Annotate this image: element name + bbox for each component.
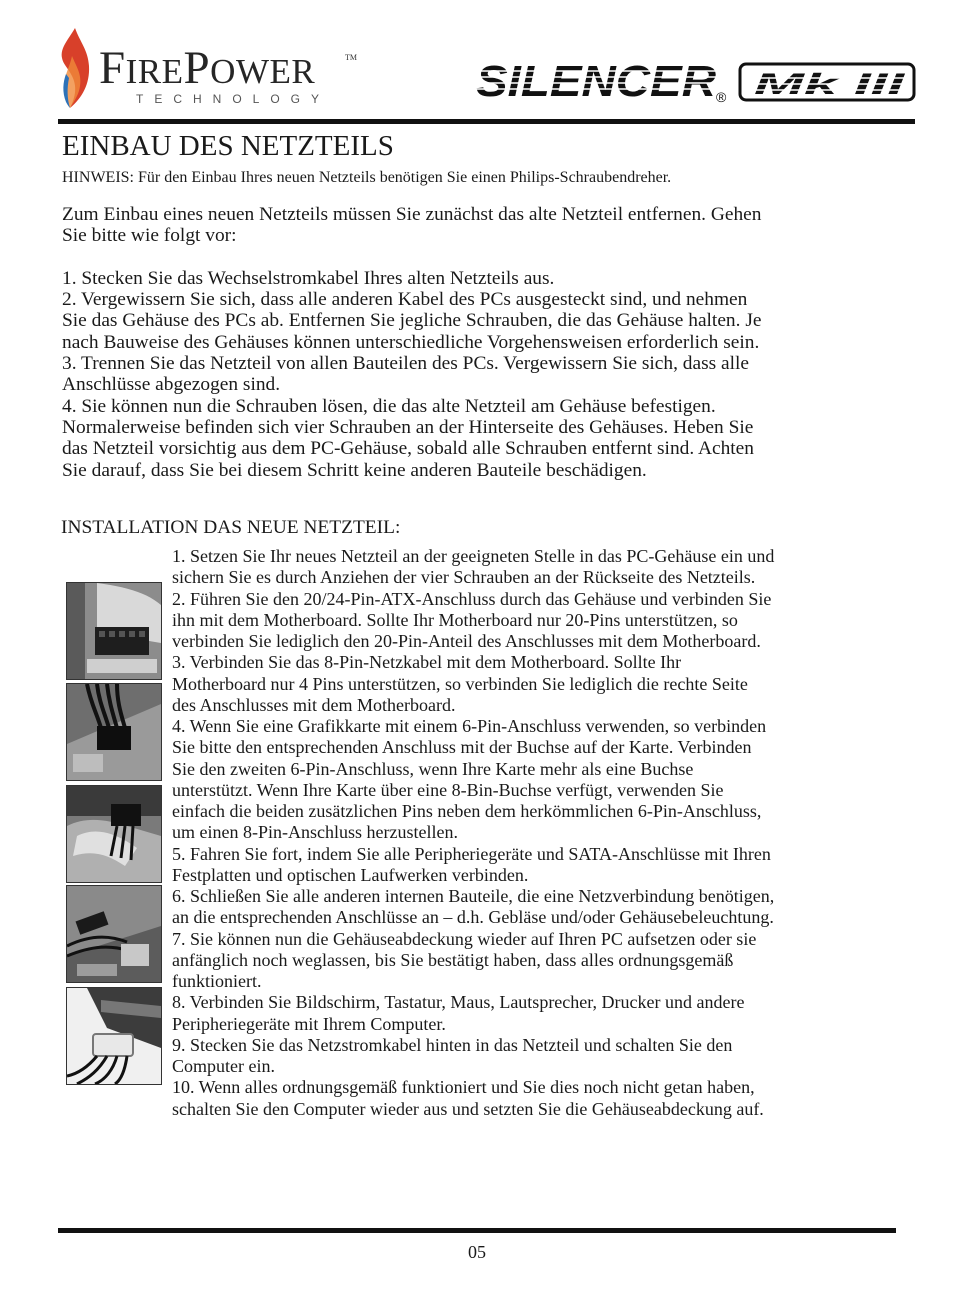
text-line: unterstützt. Wenn Ihre Karte über eine 8-Bin-Buchse verfügt, verwenden Sie xyxy=(172,779,724,800)
text-line: sichern Sie es durch Anziehen der vier Schrauben an der Rückseite des Netzteils. xyxy=(172,567,756,588)
product-badge: Mk III xyxy=(754,68,906,101)
atx-connector-photo xyxy=(66,582,162,680)
page-title: EINBAU DES NETZTEILS xyxy=(62,130,394,162)
text-line: 4. Sie können nun die Schrauben lösen, die das alte Netzteil am Gehäuse befestigen. xyxy=(62,395,716,417)
product-registered: ® xyxy=(716,89,727,104)
text-line: Normalerweise befinden sich vier Schrauben an der Hinterseite des Gehäuses. Heben Sie xyxy=(62,416,754,438)
footer-divider xyxy=(58,1228,896,1233)
text-line: Computer ein. xyxy=(172,1056,275,1076)
eps-connector-image-icon xyxy=(67,684,161,780)
brand-subtitle: TECHNOLOGY xyxy=(136,92,331,106)
text-line: 8. Verbinden Sie Bildschirm, Tastatur, Maus, Lautsprecher, Drucker und andere xyxy=(172,992,745,1013)
brand-wordmark xyxy=(99,44,315,96)
brand-letter-f: F xyxy=(99,42,126,94)
firepower-flame-logo-icon xyxy=(58,26,92,110)
text-line: 9. Stecken Sie das Netzstromkabel hinten in das Netzteil und schalten Sie den xyxy=(172,1034,733,1055)
text-line: anfänglich noch weglassen, bis Sie bestätigt haben, dass alles ordnungsgemäß xyxy=(172,949,734,970)
text-line: 2. Führen Sie den 20/24-Pin-ATX-Anschluss durch das Gehäuse und verbinden Sie xyxy=(172,588,772,609)
installation-steps xyxy=(172,546,774,1120)
text-line: 3. Verbinden Sie das 8-Pin-Netzkabel mit dem Motherboard. Sollte Ihr xyxy=(172,652,682,673)
text-line: 1. Setzen Sie Ihr neues Netzteil an der geeigneten Stelle in das PC-Gehäuse ein und xyxy=(172,546,775,566)
removal-instructions xyxy=(62,204,761,481)
text-line: 10. Wenn alles ordnungsgemäß funktioniert und Sie dies noch nicht getan haben, xyxy=(172,1077,755,1098)
text-line: Sie das Gehäuse des PCs ab. Entfernen Sie jegliche Schrauben, die das Gehäuse halten. Je xyxy=(62,310,762,332)
molex-connector-image-icon xyxy=(67,988,161,1084)
text-line: Anschlüsse abgezogen sind. xyxy=(62,374,281,396)
header-divider xyxy=(58,119,915,124)
text-line xyxy=(62,247,761,268)
text-line: Sie bitte wie folgt vor: xyxy=(62,225,237,247)
text-line: 4. Wenn Sie eine Grafikkarte mit einem 6-Pin-Anschluss verwenden, so verbinden xyxy=(172,716,767,736)
text-line: um einen 8-Pin-Anschluss herzustellen. xyxy=(172,822,458,843)
text-line: Festplatten und optischen Laufwerken verbinden. xyxy=(172,864,529,885)
text-line: funktioniert. xyxy=(172,971,262,991)
pcie-connector-photo xyxy=(66,785,162,883)
silencer-mk3-logo-icon xyxy=(476,58,916,104)
pcie-connector-image-icon xyxy=(67,786,161,882)
text-line: an die entsprechenden Anschlüsse an – d.h. Gebläse und/oder Gehäusebeleuchtung. xyxy=(172,907,774,928)
text-line: Zum Einbau eines neuen Netzteils müssen Sie zunächst das alte Netzteil entfernen. Gehen xyxy=(62,204,762,225)
page-number: 05 xyxy=(468,1242,486,1262)
text-line: 5. Fahren Sie fort, indem Sie alle Peripheriegeräte und SATA-Anschlüsse mit Ihren xyxy=(172,843,771,864)
atx-connector-image-icon xyxy=(67,583,161,679)
brand-word-ire: IRE xyxy=(125,52,184,91)
text-line: Sie darauf, dass Sie bei diesem Schritt keine anderen Bauteile beschädigen. xyxy=(62,459,647,481)
text-line: 7. Sie können nun die Gehäuseabdeckung wieder auf Ihren PC aufsetzen oder sie xyxy=(172,928,757,949)
text-line: ihn mit dem Motherboard. Sollte Ihr Motherboard nur 20-Pins unterstützen, so xyxy=(172,609,738,630)
eps-connector-photo xyxy=(66,683,162,781)
text-line: das Netzteil vorsichtig aus dem PC-Gehäuse, sobald alle Schrauben entfernt sind. Achten xyxy=(62,438,754,460)
tool-note: HINWEIS: Für den Einbau Ihres neuen Netzteils benötigen Sie einen Philips-Schraubendreher. xyxy=(62,169,672,186)
installation-heading: INSTALLATION DAS NEUE NETZTEIL: xyxy=(61,517,401,538)
brand-trademark: TM xyxy=(345,53,357,62)
sata-connector-photo xyxy=(66,885,162,983)
text-line: 6. Schließen Sie alle anderen internen Bauteile, die eine Netzverbindung benötigen, xyxy=(172,886,775,906)
text-line: Peripheriegeräte mit Ihrem Computer. xyxy=(172,1013,446,1034)
text-line: 2. Vergewissern Sie sich, dass alle anderen Kabel des PCs ausgesteckt sind, und nehmen xyxy=(62,289,748,311)
text-line: Sie bitte den entsprechenden Anschluss mit der Buchse auf der Karte. Verbinden xyxy=(172,737,752,758)
text-line: 3. Trennen Sie das Netzteil von allen Bauteilen des PCs. Vergewissern Sie sich, dass alle xyxy=(62,353,750,375)
text-line: nach Bauweise des Gehäuses können unterschiedliche Vorgehensweisen erforderlich sein. xyxy=(62,331,760,353)
brand-word-ower: OWER xyxy=(210,52,316,91)
text-line: des Anschlusses mit dem Motherboard. xyxy=(172,694,456,715)
text-line: einfach die beiden zusätzlichen Pins neben dem herkömmlichen 6-Pin-Anschluss, xyxy=(172,801,762,821)
sata-connector-image-icon xyxy=(67,886,161,982)
text-line: schalten Sie den Computer wieder aus und setzten Sie die Gehäuseabdeckung auf. xyxy=(172,1098,764,1119)
text-line: Sie den zweiten 6-Pin-Anschluss, wenn Ihre Karte mehr als eine Buchse xyxy=(172,758,694,779)
molex-connector-photo xyxy=(66,987,162,1085)
text-line: verbinden Sie lediglich den 20-Pin-Anteil des Anschlusses mit dem Motherboard. xyxy=(172,631,761,651)
text-line: Motherboard nur 4 Pins unterstützen, so verbinden Sie lediglich die rechte Seite xyxy=(172,673,748,694)
text-line: 1. Stecken Sie das Wechselstromkabel Ihres alten Netzteils aus. xyxy=(62,267,555,289)
product-name: SILENCER xyxy=(476,58,717,104)
brand-letter-p: P xyxy=(183,42,211,94)
